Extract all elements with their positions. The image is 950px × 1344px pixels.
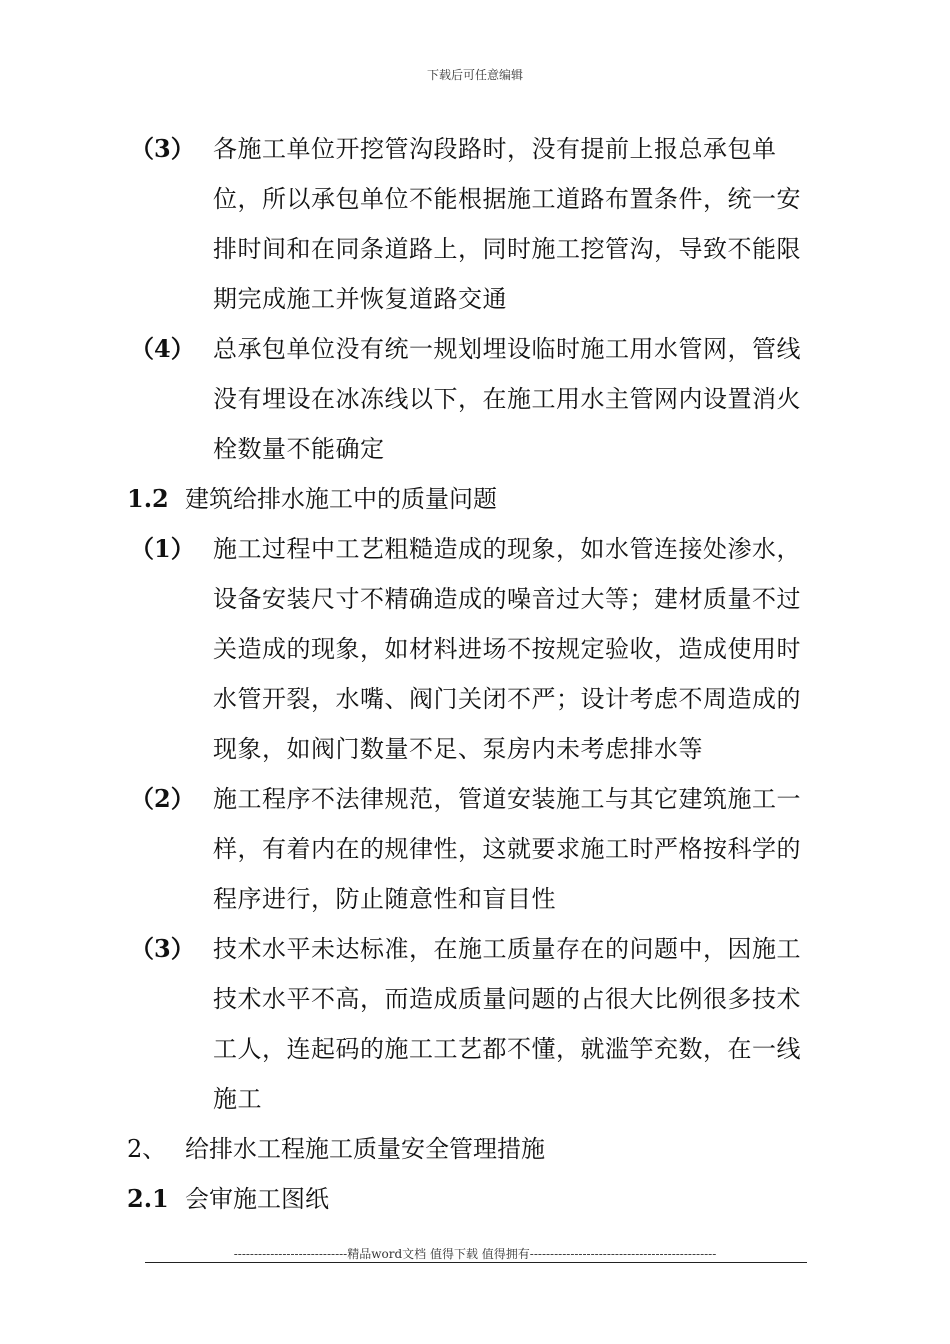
header-note: 下载后可任意编辑	[426, 68, 523, 82]
list-item	[0, 924, 950, 1124]
document-body	[0, 124, 950, 1224]
section-number: 2.1	[127, 1184, 169, 1213]
item-text: 施工过程中工艺粗糙造成的现象，如水管连接处渗水，设备安装尺寸不精确造成的噪音过大等；建材质量不过关造成的现象，如材料进场不按规定验收，造成使用时水管开裂，水嘴、阀门关闭不严；设计考虑不周造成的现象，如阀门数量不足、泵房内未考虑排水等	[213, 535, 801, 763]
item-number: （4）	[130, 334, 195, 363]
footer-divider	[145, 1262, 807, 1263]
section-title: 会审施工图纸	[185, 1185, 329, 1213]
list-item	[0, 524, 950, 774]
section-title: 建筑给排水施工中的质量问题	[185, 485, 497, 513]
item-number: （1）	[130, 534, 195, 563]
list-item	[0, 324, 950, 474]
section-heading	[0, 1124, 950, 1174]
item-number: （3）	[130, 934, 195, 963]
section-number: 2、	[127, 1135, 167, 1163]
section-heading	[0, 1174, 950, 1224]
item-number: （2）	[130, 784, 195, 813]
item-text: 施工程序不法律规范，管道安装施工与其它建筑施工一样，有着内在的规律性，这就要求施工时严格按科学的程序进行，防止随意性和盲目性	[213, 785, 801, 913]
list-item	[0, 774, 950, 924]
section-title: 给排水工程施工质量安全管理措施	[185, 1135, 545, 1163]
section-number: 1.2	[127, 484, 169, 513]
item-text: 总承包单位没有统一规划埋设临时施工用水管网，管线没有埋设在冰冻线以下，在施工用水主管网内设置消火栓数量不能确定	[213, 335, 801, 463]
item-text: 各施工单位开挖管沟段路时，没有提前上报总承包单位，所以承包单位不能根据施工道路布置条件，统一安排时间和在同条道路上，同时施工挖管沟，导致不能限期完成施工并恢复道路交通	[213, 135, 801, 313]
list-item	[0, 124, 950, 324]
item-number: （3）	[130, 134, 195, 163]
footer-note: ----------------------------精品word文档 值得下载 值得拥有----------------------------------------------	[233, 1247, 717, 1261]
section-heading	[0, 474, 950, 524]
item-text: 技术水平未达标准，在施工质量存在的问题中，因施工技术水平不高，而造成质量问题的占很大比例很多技术工人，连起码的施工工艺都不懂，就滥竽充数，在一线施工	[213, 935, 801, 1113]
